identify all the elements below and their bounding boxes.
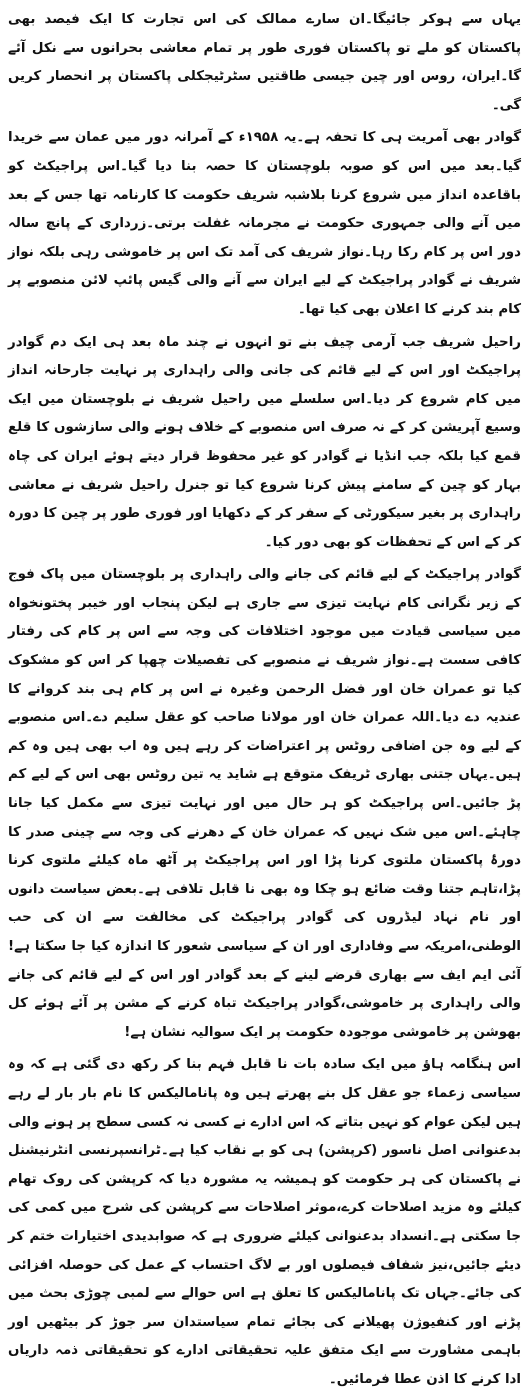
article-paragraph-5: اس ہنگامہ ہاؤ میں ایک سادہ بات نا قابل فہم بنا کر رکھ دی گئی ہے کہ وہ سیاسی زعماء جو عقل کل بنے پھرتے ہیں وہ پانامالیکس کا نام بار بار لے رہے ہیں لیکن عوام کو نہیں بتاتے کہ اس ادارے نے کسی نہ کسی سطح پر ہونے والی بدعنوانی اصل ناسور (کرپشن) ہی کو بے نقاب کیا ہے۔ٹرانسپرنسی انٹرنیشنل نے پاکستان کی ہر حکومت کو ہمیشہ یہ مشورہ دیا کہ کرپشن کی روک تھام کیلئے وہ مزید اصلاحات کرے،موثر اصلاحات سے کرپشن کی شرح میں کمی کی جا سکتی ہے۔انسداد بدعنوانی کیلئے ضروری ہے کہ صوابدیدی اختیارات ختم کر دیئے جائیں،نیز شفاف فیصلوں اور بے لاگ احتساب کے عمل کی حوصلہ افزائی کی جائے۔جہاں تک پانامالیکس کا تعلق ہے اس حوالے سے لمبی چوڑی بحث میں پڑنے اور کنفیوژن پھیلانے کی بجائے تمام سیاستدان سر جوڑ کر بیٹھیں اور باہمی مشاورت سے ایک متفق علیہ تحقیقاتی ادارے کو تحقیقاتی ذمہ داریاں ادا کرنے کا اذن عطا فرمائیں۔	[7, 1057, 521, 1387]
article-paragraph-4: گوادر پراجیکٹ کے لیے قائم کی جانے والی راہداری پر بلوچستان میں پاک فوج کے زیر نگرانی کام نہایت تیزی سے جاری ہے لیکن پنجاب اور خیبر پختونخواہ میں سیاسی قیادت میں موجود اختلافات کی وجہ سے اس پر کام کی رفتار کافی سست ہے۔نواز شریف نے منصوبے کی تفصیلات چھپا کر اس کو مشکوک کیا تو عمران خان اور فضل الرحمن وغیرہ نے اس پر کام ہی بند کروانے کا عندیہ دے دیا۔اللہ عمران خان اور مولانا صاحب کو عقل سلیم دے۔اس منصوبے کے لیے وہ جن اضافی روٹس پر اعتراضات کر رہے ہیں وہ اب بھی ہیں وہ کم ہیں۔یہاں جتنی بھاری ٹریفک متوقع ہے شاید یہ تین روٹس بھی اس کے لیے کم پڑ جائیں۔اس پراجیکٹ کو ہر حال میں اور نہایت تیزی سے مکمل کیا جانا چاہئے۔اس میں شک نہیں کہ عمران خان کے دھرنے کی وجہ سے چینی صدر کا دورۂ پاکستان ملتوی کرنا پڑا اور اس پراجیکٹ پر آٹھ ماہ کیلئے ملتوی کرنا پڑا،تاہم جتنا وقت ضائع ہو چکا وہ بھی نا قابل تلافی ہے۔بعض سیاست دانوں اور نام نہاد لیڈروں کی گوادر پراجیکٹ کی مخالفت سے ان کی حب الوطنی،امریکہ سے وفاداری اور ان کے سیاسی شعور کا اندازہ کیا جا سکتا ہے! آئی ایم ایف سے بھاری قرضے لینے کے بعد گوادر اور اس کے لیے قائم کی جانے والی راہداری پر خاموشی،گوادر پراجیکٹ تباہ کرنے کے مشن پر آئے ہوئے کل بھوشن پر خاموشی موجودہ حکومت پر ایک سوالیہ نشان ہے!	[8, 567, 521, 1040]
article-paragraph-3: راحیل شریف جب آرمی چیف بنے تو انہوں نے چند ماہ بعد ہی ایک دم گوادر پراجیکٹ اور اس کے لیے قائم کی جانی والی راہداری پر نہایت جارحانہ انداز میں کام شروع کر دیا۔اس سلسلے میں راحیل شریف نے بلوچستان میں ایک وسیع آپریشن کر کے نہ صرف اس منصوبے کے خلاف ہونے والی سازشوں کا قلع قمع کیا بلکہ جب انڈیا نے گوادر کو غیر محفوظ قرار دیتے ہوئے ایران کی چاہ بہار کو چین کے سامنے پیش کرنا شروع کیا تو جنرل راحیل شریف نے معاشی راہداری پر بغیر سیکورٹی کے سفر کر کے دکھایا اور فوری طور پر چین کا دورہ کر کے اس کے تحفظات کو بھی دور کیا۔	[8, 334, 521, 550]
article-paragraph-2: گوادر بھی آمریت ہی کا تحفہ ہے۔یہ ۱۹۵۸ء کے آمرانہ دور میں عمان سے خریدا گیا۔بعد میں اس کو صوبہ بلوچستان کا حصہ بنا دیا گیا۔اس پراجیکٹ کو باقاعدہ انداز میں شروع کرنا بلاشبہ شریف حکومت کا کارنامہ تھا جس کے بعد میں آنے والی جمہوری حکومت نے مجرمانہ غفلت برتی۔زرداری کے پانچ سالہ دور اس پر کام رکا رہا۔نواز شریف کی آمد تک اس پر خاموشی رہی بلکہ نواز شریف نے گوادر پراجیکٹ کے لیے ایران سے آنے والی گیس پائپ لائن منصوبے پر کام بند کرنے کا اعلان بھی کیا تھا۔	[8, 130, 521, 317]
article-paragraph-1: یہاں سے ہوکر جائیگا۔ان سارے ممالک کی اس تجارت کا ایک فیصد بھی پاکستان کو ملے تو پاکستان فوری طور پر تمام معاشی بحرانوں سے نکل آئے گا۔ایران، روس اور چین جیسی طاقتیں سٹرٹیجکلی پاکستان پر انحصار کریں گی۔	[8, 12, 521, 113]
